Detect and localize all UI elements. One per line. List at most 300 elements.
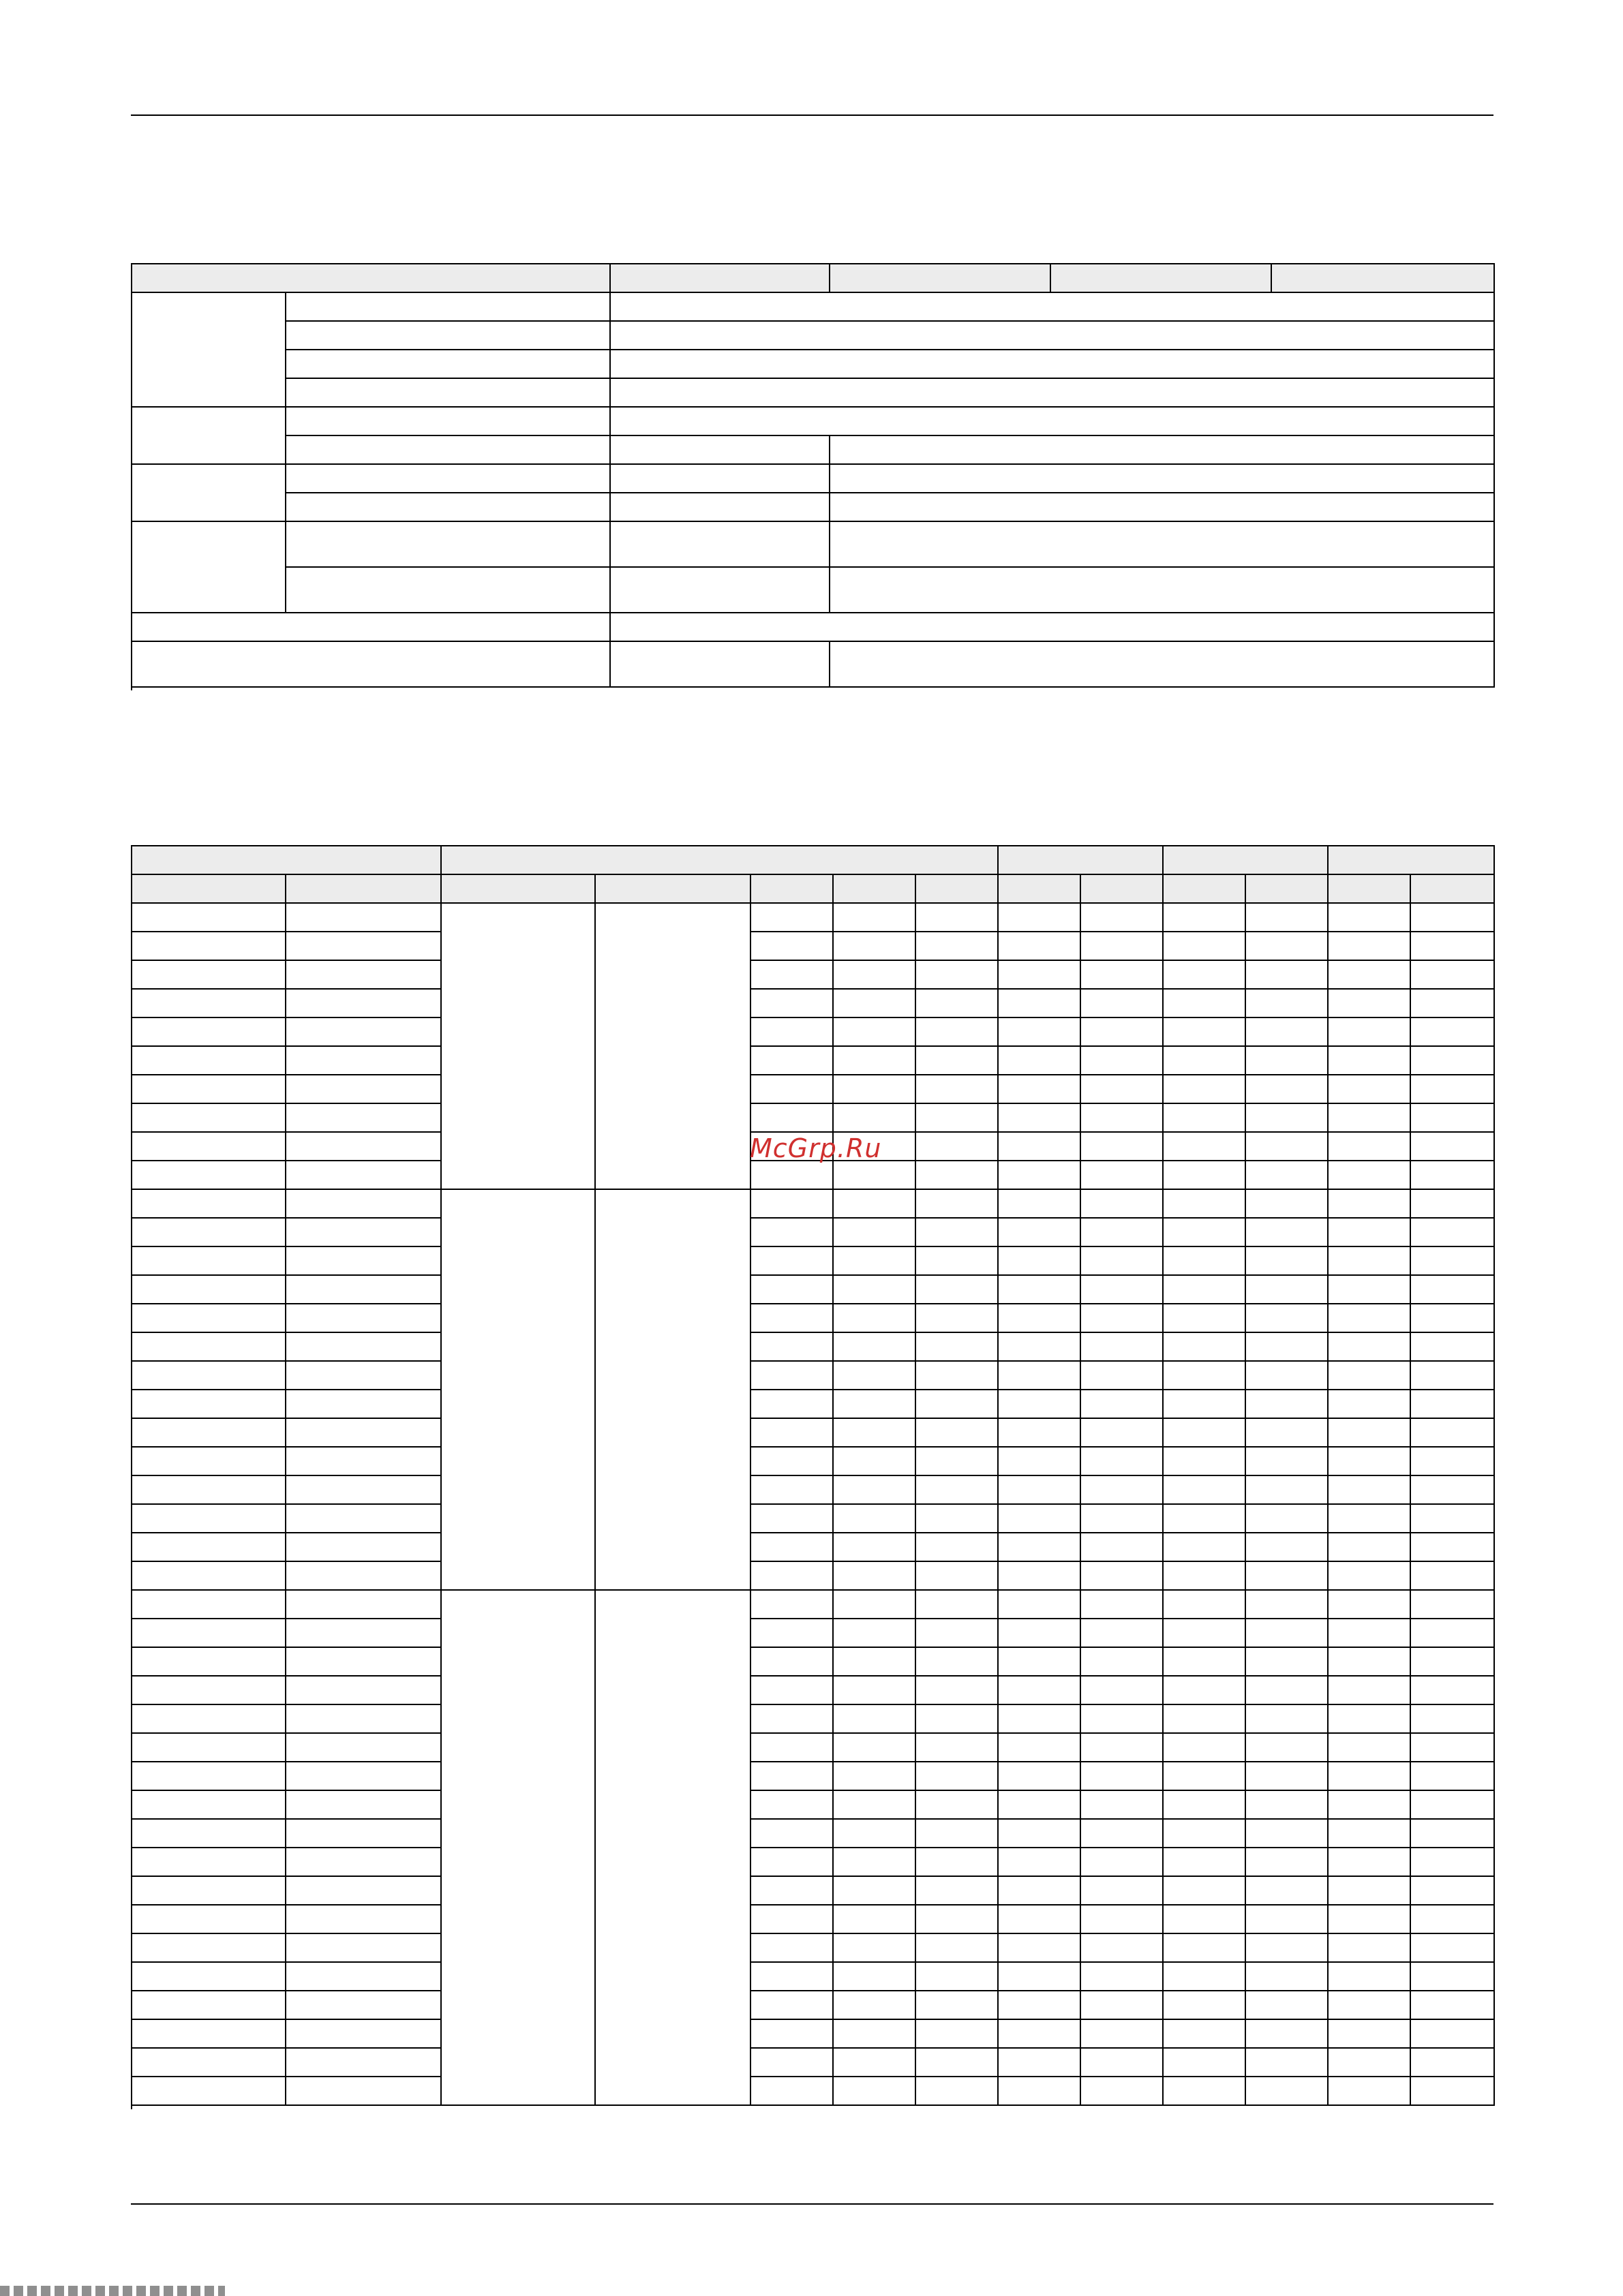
data-cell xyxy=(751,1362,834,1390)
data-cell xyxy=(286,1219,442,1247)
data-cell xyxy=(1246,1304,1329,1333)
spec-row-label xyxy=(286,408,611,436)
data-cell xyxy=(1411,2077,1495,2106)
data-cell xyxy=(286,1963,442,1991)
data-cell xyxy=(286,1705,442,1734)
data-cell xyxy=(286,1905,442,1934)
data-cell xyxy=(916,1018,999,1047)
data-cell xyxy=(834,1677,916,1705)
data-cell xyxy=(1411,1734,1495,1762)
data-cell xyxy=(999,2020,1081,2049)
data-cell xyxy=(1246,932,1329,961)
data-cell xyxy=(1164,961,1246,990)
data-cell xyxy=(1329,1505,1411,1533)
data-cell xyxy=(1081,1533,1164,1562)
data-cell xyxy=(1164,1619,1246,1648)
spec-header-cell xyxy=(1272,264,1495,293)
data-cell xyxy=(916,932,999,961)
data-cell xyxy=(999,1991,1081,2020)
data-cell xyxy=(1081,1734,1164,1762)
data-cell xyxy=(999,1047,1081,1075)
data-cell xyxy=(132,1362,286,1390)
data-cell xyxy=(1081,1791,1164,1820)
data-cell xyxy=(751,1304,834,1333)
data-cell xyxy=(1246,1219,1329,1247)
data-cell xyxy=(132,1247,286,1276)
data-cell xyxy=(1411,1619,1495,1648)
data-cell xyxy=(1164,1304,1246,1333)
spec-row-label xyxy=(286,465,611,493)
data-cell xyxy=(916,1333,999,1362)
data-cell xyxy=(999,1762,1081,1791)
data-sub-header xyxy=(286,875,442,904)
data-cell xyxy=(1081,2077,1164,2106)
data-cell xyxy=(834,1762,916,1791)
data-cell xyxy=(751,2049,834,2077)
data-cell xyxy=(1246,1963,1329,1991)
data-cell xyxy=(1164,1133,1246,1161)
data-cell xyxy=(751,1705,834,1734)
data-cell xyxy=(916,2049,999,2077)
data-cell xyxy=(916,1963,999,1991)
data-cell xyxy=(286,1448,442,1476)
data-cell xyxy=(132,1791,286,1820)
data-cell xyxy=(286,1820,442,1848)
spec-group-label xyxy=(132,408,286,465)
data-cell xyxy=(132,1075,286,1104)
data-cell xyxy=(1081,1104,1164,1133)
data-cell xyxy=(1164,1848,1246,1877)
data-cell xyxy=(286,2049,442,2077)
data-cell xyxy=(1164,1820,1246,1848)
data-cell xyxy=(1411,1848,1495,1877)
spec-value-cell xyxy=(830,642,1495,688)
data-cell xyxy=(751,1791,834,1820)
data-cell xyxy=(1411,1075,1495,1104)
data-cell xyxy=(1246,1991,1329,2020)
data-cell xyxy=(1246,1075,1329,1104)
data-cell xyxy=(751,1276,834,1304)
spec-value-cell xyxy=(611,493,830,522)
data-cell xyxy=(999,1161,1081,1190)
data-cell xyxy=(916,1791,999,1820)
data-cell xyxy=(1246,2049,1329,2077)
spec-value-cell xyxy=(611,568,830,613)
data-cell xyxy=(834,1247,916,1276)
data-cell xyxy=(751,1476,834,1505)
data-cell xyxy=(286,1934,442,1963)
data-cell xyxy=(286,1648,442,1677)
data-cell xyxy=(751,1104,834,1133)
data-cell xyxy=(1329,1791,1411,1820)
data-cell xyxy=(999,1448,1081,1476)
data-cell xyxy=(834,2020,916,2049)
data-cell xyxy=(1081,1018,1164,1047)
data-cell xyxy=(1164,1419,1246,1448)
data-cell xyxy=(1081,990,1164,1018)
data-cell xyxy=(1329,1905,1411,1934)
data-cell xyxy=(1164,932,1246,961)
spec-row-label xyxy=(286,568,611,613)
data-cell xyxy=(916,2077,999,2106)
data-cell xyxy=(132,1448,286,1476)
data-sub-header xyxy=(1411,875,1495,904)
data-cell xyxy=(286,904,442,932)
data-group-header xyxy=(442,846,999,875)
data-cell xyxy=(999,1419,1081,1448)
data-cell xyxy=(1246,1619,1329,1648)
data-cell xyxy=(999,990,1081,1018)
data-cell xyxy=(751,1734,834,1762)
data-cell xyxy=(286,2020,442,2049)
data-cell xyxy=(286,1619,442,1648)
data-cell xyxy=(999,1304,1081,1333)
data-cell xyxy=(1411,1333,1495,1362)
data-cell xyxy=(1164,1877,1246,1905)
data-cell xyxy=(751,1905,834,1934)
data-cell xyxy=(1164,1333,1246,1362)
data-cell xyxy=(834,1161,916,1190)
data-cell xyxy=(1081,1362,1164,1390)
data-cell xyxy=(286,1476,442,1505)
data-cell xyxy=(999,1877,1081,1905)
data-cell xyxy=(834,1276,916,1304)
data-cell xyxy=(999,1934,1081,1963)
data-cell xyxy=(1246,1476,1329,1505)
data-cell xyxy=(751,1648,834,1677)
data-cell xyxy=(999,2077,1081,2106)
data-cell xyxy=(834,1562,916,1591)
data-cell xyxy=(1246,1390,1329,1419)
data-cell xyxy=(1411,2049,1495,2077)
data-block-label xyxy=(596,1190,751,1591)
data-cell xyxy=(834,1877,916,1905)
data-cell xyxy=(1164,1505,1246,1533)
data-cell xyxy=(1329,1419,1411,1448)
data-cell xyxy=(286,1075,442,1104)
data-cell xyxy=(1164,1075,1246,1104)
data-cell xyxy=(1246,1705,1329,1734)
data-cell xyxy=(916,1705,999,1734)
data-cell xyxy=(834,961,916,990)
spec-value-cell xyxy=(611,465,830,493)
data-cell xyxy=(999,1591,1081,1619)
data-cell xyxy=(1329,1934,1411,1963)
spec-header-cell xyxy=(830,264,1051,293)
data-cell xyxy=(1081,1133,1164,1161)
data-cell xyxy=(132,932,286,961)
data-cell xyxy=(132,1304,286,1333)
header-rule xyxy=(131,114,1493,116)
data-cell xyxy=(751,1619,834,1648)
data-cell xyxy=(916,1247,999,1276)
data-cell xyxy=(1246,1877,1329,1905)
data-cell xyxy=(1164,1991,1246,2020)
data-cell xyxy=(286,1190,442,1219)
data-cell xyxy=(834,2077,916,2106)
data-cell xyxy=(1246,904,1329,932)
data-cell xyxy=(999,1190,1081,1219)
data-cell xyxy=(1164,1762,1246,1791)
data-cell xyxy=(1164,1734,1246,1762)
data-cell xyxy=(1329,1018,1411,1047)
data-cell xyxy=(1164,1104,1246,1133)
data-cell xyxy=(132,1619,286,1648)
data-cell xyxy=(1164,2020,1246,2049)
data-cell xyxy=(916,1734,999,1762)
data-cell xyxy=(132,1991,286,2020)
data-cell xyxy=(1246,1591,1329,1619)
data-cell xyxy=(916,1362,999,1390)
spec-row-label xyxy=(286,293,611,322)
data-cell xyxy=(132,990,286,1018)
data-cell xyxy=(1411,1104,1495,1133)
data-cell xyxy=(286,1247,442,1276)
data-sub-header xyxy=(834,875,916,904)
data-cell xyxy=(1164,1934,1246,1963)
data-cell xyxy=(1081,1820,1164,1848)
data-cell xyxy=(1164,1562,1246,1591)
data-cell xyxy=(286,1333,442,1362)
spec-row-label xyxy=(286,379,611,408)
data-cell xyxy=(132,1276,286,1304)
data-cell xyxy=(1164,1476,1246,1505)
data-cell xyxy=(999,904,1081,932)
spec-header-cell xyxy=(132,264,611,293)
data-cell xyxy=(834,1047,916,1075)
data-cell xyxy=(1164,1161,1246,1190)
data-cell xyxy=(286,1390,442,1419)
data-cell xyxy=(1164,1190,1246,1219)
data-cell xyxy=(286,1848,442,1877)
data-cell xyxy=(132,2049,286,2077)
data-cell xyxy=(1411,1047,1495,1075)
data-cell xyxy=(834,1505,916,1533)
data-cell xyxy=(132,1219,286,1247)
data-cell xyxy=(1329,990,1411,1018)
data-cell xyxy=(1329,1963,1411,1991)
data-cell xyxy=(132,2077,286,2106)
data-cell xyxy=(751,1991,834,2020)
data-cell xyxy=(1081,1247,1164,1276)
data-cell xyxy=(1411,2020,1495,2049)
data-cell xyxy=(751,1247,834,1276)
data-cell xyxy=(1081,1276,1164,1304)
data-cell xyxy=(834,1934,916,1963)
data-cell xyxy=(1081,1591,1164,1619)
data-block-label xyxy=(596,904,751,1190)
data-cell xyxy=(1411,932,1495,961)
data-cell xyxy=(1081,1390,1164,1419)
data-cell xyxy=(916,1505,999,1533)
data-cell xyxy=(1329,1619,1411,1648)
spec-value-cell xyxy=(830,493,1495,522)
data-cell xyxy=(1081,1476,1164,1505)
data-cell xyxy=(751,932,834,961)
data-cell xyxy=(999,1505,1081,1533)
data-cell xyxy=(1411,1562,1495,1591)
data-cell xyxy=(1411,1190,1495,1219)
data-cell xyxy=(999,1333,1081,1362)
data-cell xyxy=(999,1219,1081,1247)
data-cell xyxy=(999,1075,1081,1104)
data-cell xyxy=(916,961,999,990)
data-cell xyxy=(1411,1533,1495,1562)
data-cell xyxy=(916,1677,999,1705)
data-cell xyxy=(1081,2049,1164,2077)
data-cell xyxy=(1329,1705,1411,1734)
data-cell xyxy=(132,1533,286,1562)
data-cell xyxy=(286,2077,442,2106)
data-cell xyxy=(1246,1448,1329,1476)
data-cell xyxy=(1246,1820,1329,1848)
data-cell xyxy=(999,1820,1081,1848)
data-cell xyxy=(751,1075,834,1104)
spec-row-label xyxy=(286,322,611,350)
data-cell xyxy=(834,1448,916,1476)
data-cell xyxy=(834,1905,916,1934)
data-cell xyxy=(999,1276,1081,1304)
data-cell xyxy=(834,1075,916,1104)
data-cell xyxy=(751,1505,834,1533)
data-cell xyxy=(1246,1505,1329,1533)
data-cell xyxy=(916,1419,999,1448)
data-cell xyxy=(999,1476,1081,1505)
data-cell xyxy=(1411,1591,1495,1619)
data-cell xyxy=(1246,1133,1329,1161)
data-cell xyxy=(1081,1075,1164,1104)
data-cell xyxy=(1411,1419,1495,1448)
data-cell xyxy=(1164,990,1246,1018)
data-cell xyxy=(1246,2077,1329,2106)
data-cell xyxy=(1411,1133,1495,1161)
data-cell xyxy=(834,1705,916,1734)
data-cell xyxy=(916,1762,999,1791)
data-cell xyxy=(751,2077,834,2106)
data-cell xyxy=(1411,1304,1495,1333)
data-cell xyxy=(834,1991,916,2020)
data-cell xyxy=(834,1963,916,1991)
data-cell xyxy=(1329,1304,1411,1333)
data-cell xyxy=(132,1591,286,1619)
data-cell xyxy=(999,1848,1081,1877)
data-block-label xyxy=(596,1591,751,2106)
data-cell xyxy=(1411,1161,1495,1190)
data-sub-header xyxy=(1246,875,1329,904)
data-cell xyxy=(132,1963,286,1991)
data-cell xyxy=(1329,1247,1411,1276)
data-cell xyxy=(1246,1734,1329,1762)
data-cell xyxy=(916,1533,999,1562)
data-cell xyxy=(916,1648,999,1677)
data-cell xyxy=(286,1505,442,1533)
data-cell xyxy=(1411,904,1495,932)
data-cell xyxy=(1411,1677,1495,1705)
data-cell xyxy=(834,1591,916,1619)
data-cell xyxy=(1411,1476,1495,1505)
data-cell xyxy=(1411,961,1495,990)
data-cell xyxy=(1411,1390,1495,1419)
data-cell xyxy=(286,1362,442,1390)
data-cell xyxy=(286,1161,442,1190)
footer-rule xyxy=(131,2203,1493,2205)
data-cell xyxy=(751,1219,834,1247)
data-cell xyxy=(834,2049,916,2077)
data-cell xyxy=(916,1219,999,1247)
data-cell xyxy=(1081,932,1164,961)
data-cell xyxy=(1411,1448,1495,1476)
data-cell xyxy=(1411,1505,1495,1533)
data-cell xyxy=(132,1877,286,1905)
data-cell xyxy=(1081,1877,1164,1905)
data-cell xyxy=(1329,1533,1411,1562)
data-cell xyxy=(1081,1161,1164,1190)
data-cell xyxy=(1329,961,1411,990)
data-cell xyxy=(1246,1276,1329,1304)
spec-value-cell xyxy=(611,350,1495,379)
data-cell xyxy=(1329,1734,1411,1762)
data-cell xyxy=(999,1362,1081,1390)
data-cell xyxy=(751,1963,834,1991)
data-cell xyxy=(1329,1820,1411,1848)
data-cell xyxy=(1081,1762,1164,1791)
data-sub-header xyxy=(999,875,1081,904)
data-cell xyxy=(834,1304,916,1333)
data-cell xyxy=(1329,1877,1411,1905)
data-cell xyxy=(132,2020,286,2049)
spec-group-label xyxy=(132,465,286,522)
data-sub-header xyxy=(132,875,286,904)
data-cell xyxy=(1329,1047,1411,1075)
spec-value-cell xyxy=(611,322,1495,350)
data-cell xyxy=(751,1018,834,1047)
data-cell xyxy=(1411,1877,1495,1905)
data-sub-header xyxy=(916,875,999,904)
data-cell xyxy=(132,1677,286,1705)
data-cell xyxy=(751,1591,834,1619)
spec-row-label xyxy=(286,350,611,379)
data-cell xyxy=(1246,1419,1329,1448)
data-cell xyxy=(999,2049,1081,2077)
data-cell xyxy=(834,1734,916,1762)
data-cell xyxy=(1081,1677,1164,1705)
data-cell xyxy=(751,1934,834,1963)
data-cell xyxy=(1411,1276,1495,1304)
footer-barcode xyxy=(0,2286,225,2296)
spec-value-cell xyxy=(830,522,1495,568)
data-cell xyxy=(1329,2077,1411,2106)
data-cell xyxy=(1329,1648,1411,1677)
data-cell xyxy=(1081,1505,1164,1533)
data-cell xyxy=(1246,1161,1329,1190)
data-cell xyxy=(1411,1018,1495,1047)
data-cell xyxy=(751,1190,834,1219)
data-cell xyxy=(999,1677,1081,1705)
data-cell xyxy=(834,1648,916,1677)
data-cell xyxy=(834,990,916,1018)
data-cell xyxy=(1329,1362,1411,1390)
data-cell xyxy=(999,1533,1081,1562)
data-cell xyxy=(286,1018,442,1047)
data-cell xyxy=(1246,990,1329,1018)
data-cell xyxy=(286,1591,442,1619)
data-cell xyxy=(286,1677,442,1705)
data-cell xyxy=(999,932,1081,961)
data-cell xyxy=(132,1734,286,1762)
data-cell xyxy=(1164,2049,1246,2077)
data-cell xyxy=(916,1934,999,1963)
data-cell xyxy=(751,1562,834,1591)
